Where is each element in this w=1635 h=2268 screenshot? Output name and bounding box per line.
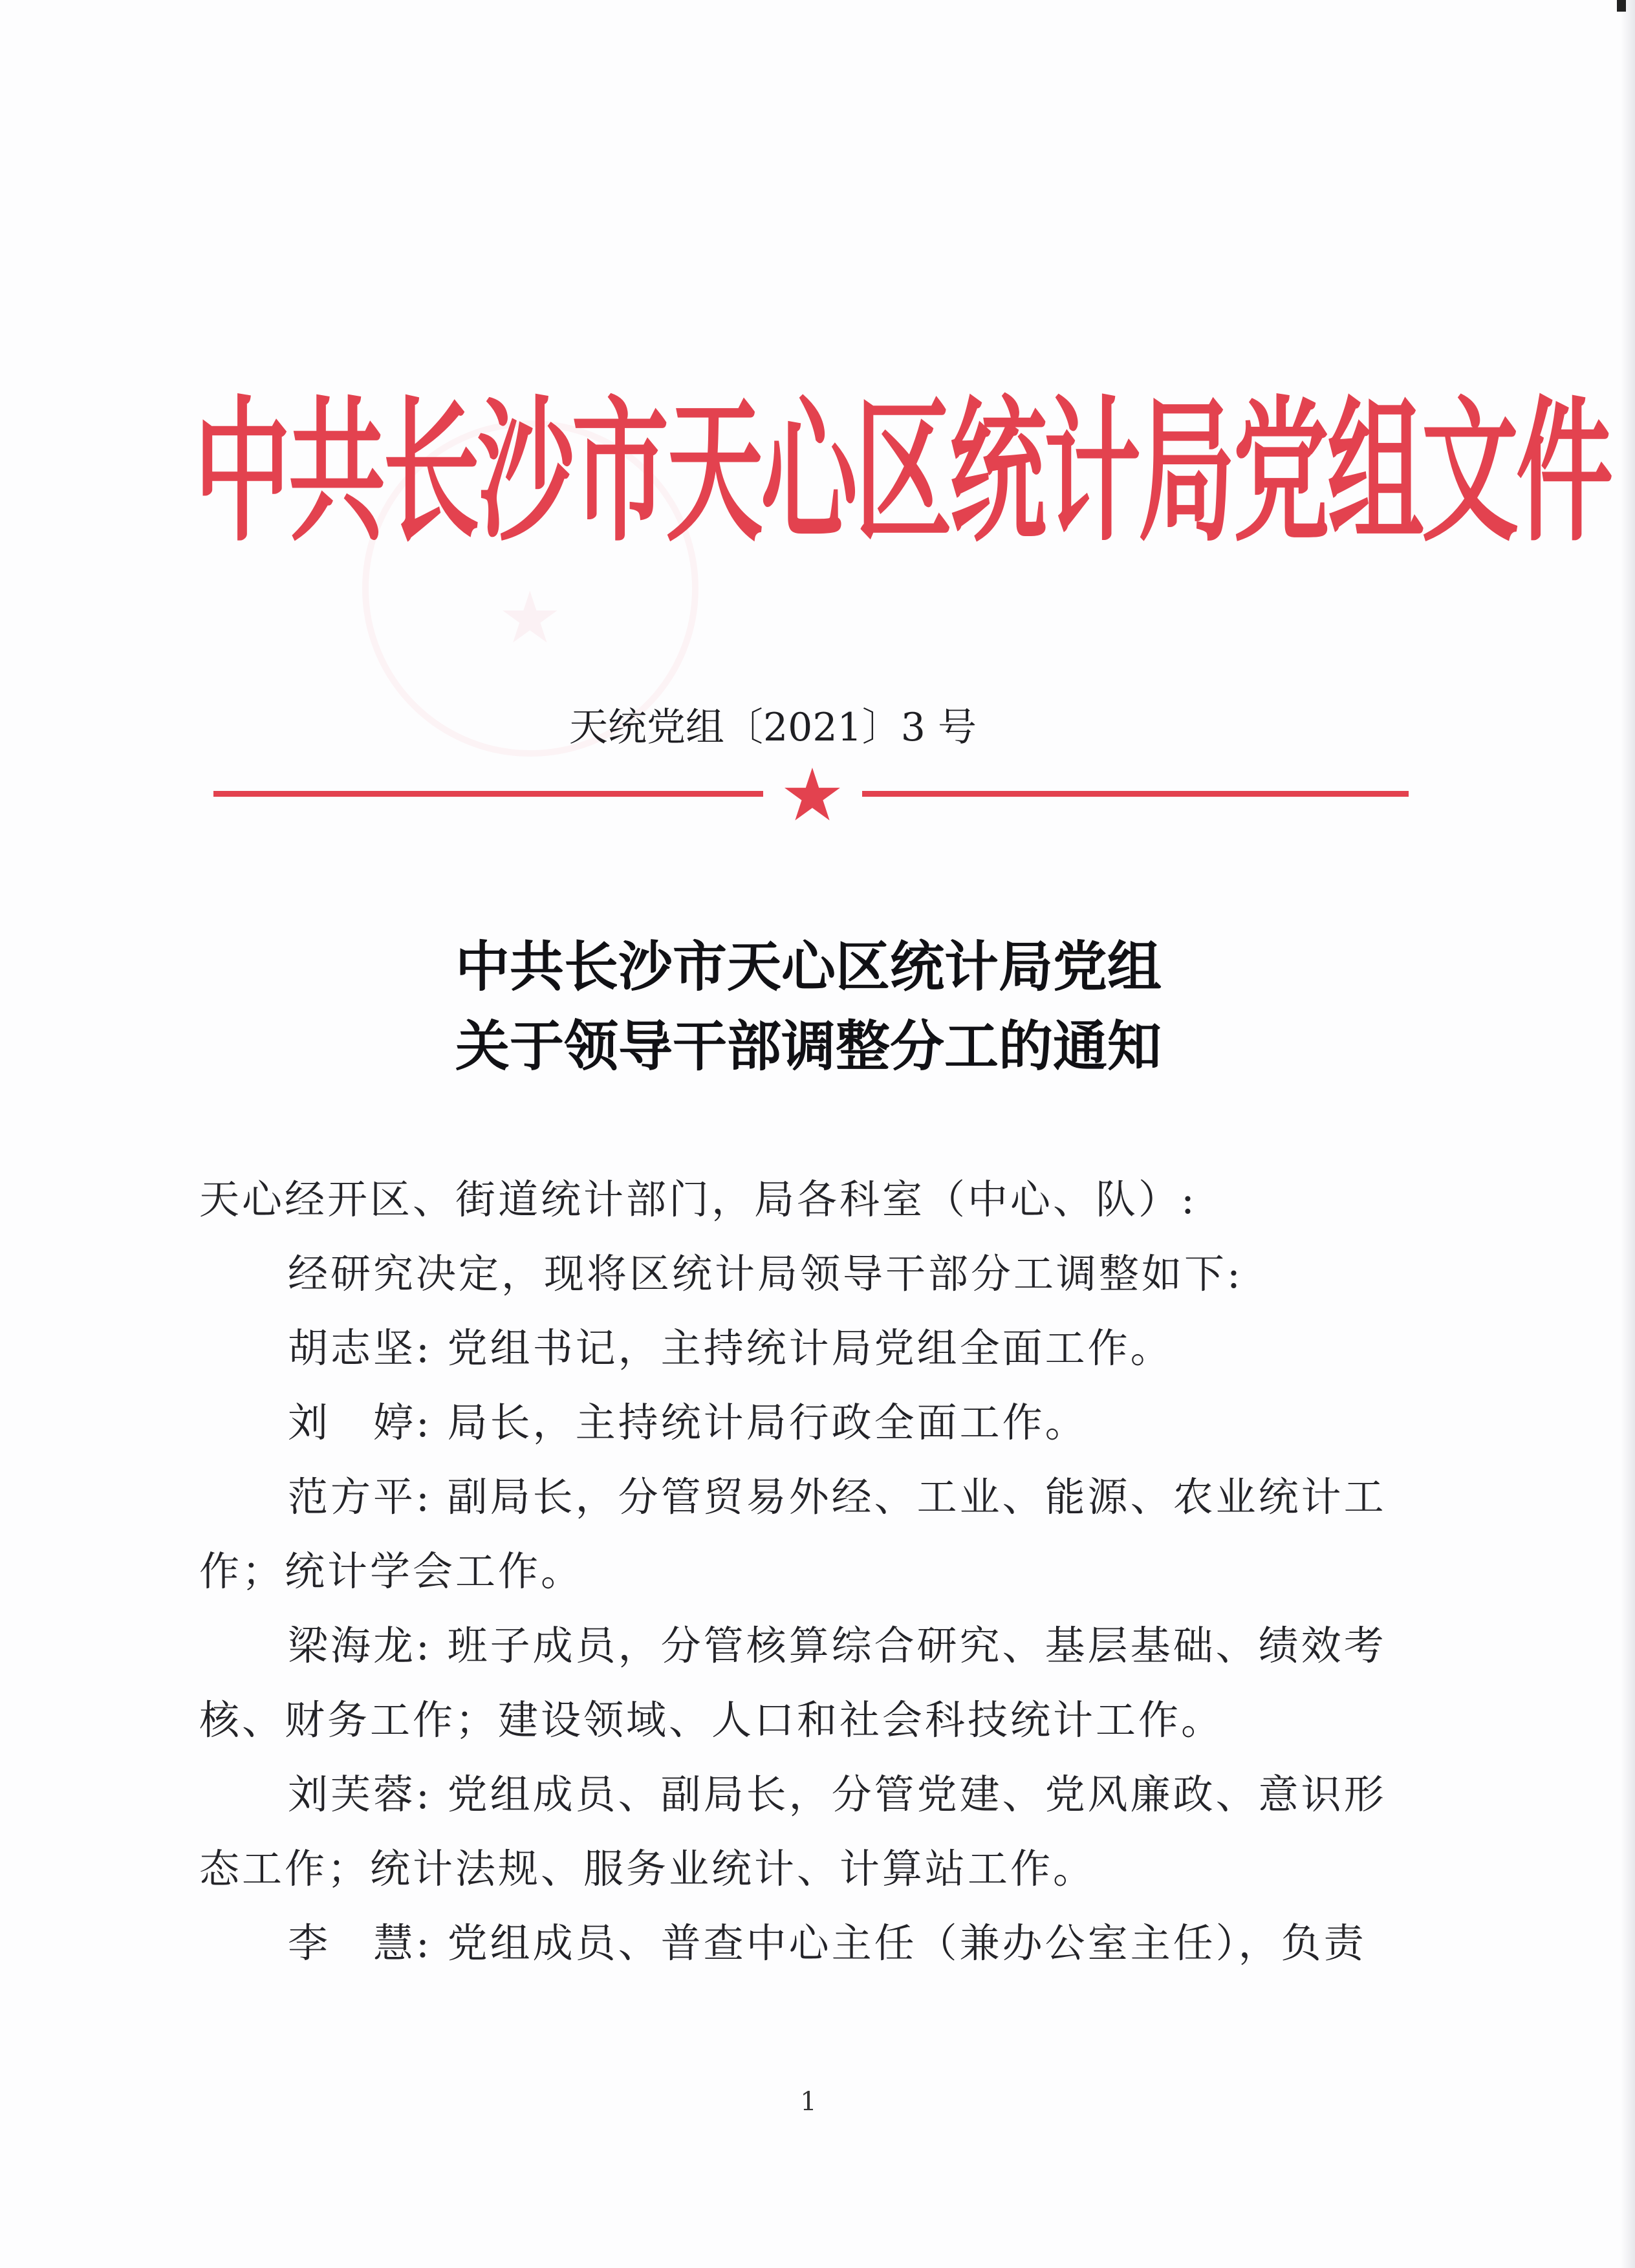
assignment-line: 李 慧: 党组成员、普查中心主任（兼办公室主任），负责 — [288, 1919, 1367, 1967]
page-number: 1 — [800, 2087, 817, 2117]
scan-corner-mark — [1617, 0, 1626, 12]
red-divider-right — [862, 791, 1409, 797]
red-divider-left — [213, 791, 763, 797]
notice-title-line-1: 中共长沙市天心区统计局党组 — [455, 934, 1162, 999]
assignment-line: 胡志坚: 党组书记，主持统计局党组全面工作。 — [288, 1324, 1173, 1372]
assignment-line: 刘芙蓉: 党组成员、副局长，分管党建、党风廉政、意识形 — [288, 1771, 1387, 1818]
document-masthead: 中共长沙市天心区统计局党组文件 — [194, 381, 1611, 563]
assignment-line: 核、财务工作；建设领域、人口和社会科技统计工作。 — [199, 1696, 1224, 1744]
assignment-line: 刘 婷: 局长，主持统计局行政全面工作。 — [288, 1399, 1088, 1446]
intro-paragraph: 经研究决定，现将区统计局领导干部分工调整如下: — [288, 1250, 1243, 1297]
assignment-line: 态工作；统计法规、服务业统计、计算站工作。 — [199, 1845, 1096, 1892]
notice-title-line-2: 关于领导干部调整分工的通知 — [455, 1014, 1162, 1078]
salutation: 天心经开区、街道统计部门，局各科室（中心、队）: — [199, 1176, 1197, 1223]
star-icon: ★ — [779, 753, 845, 837]
assignment-line: 作；统计学会工作。 — [199, 1548, 584, 1595]
assignment-line: 范方平: 副局长，分管贸易外经、工业、能源、农业统计工 — [288, 1473, 1387, 1520]
document-number: 天统党组〔2021〕3 号 — [569, 705, 977, 750]
scan-edge-shadow — [1621, 0, 1635, 2268]
assignment-line: 梁海龙: 班子成员，分管核算综合研究、基层基础、绩效考 — [288, 1622, 1387, 1669]
faint-seal-star-icon: ★ — [498, 576, 562, 659]
